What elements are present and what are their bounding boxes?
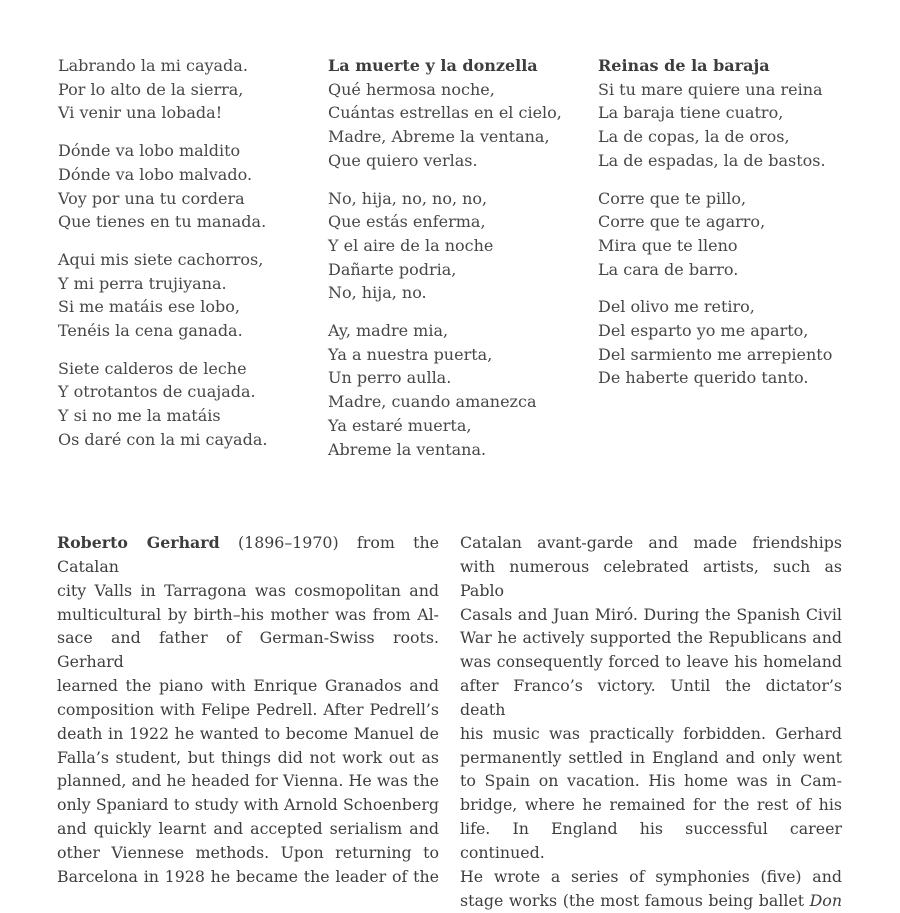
lyric-line: Que tienes en tu manada. [58,212,267,232]
lyric-line: Y el aire de la noche [328,235,494,255]
lyric-line: Que quiero verlas. [328,150,478,170]
lyric-line: La de copas, la de oros, [598,127,790,147]
bio-text: Barcelona in 1928 he became the leader of the [57,866,439,886]
bio-line [460,793,842,817]
bio-text: learned the piano with Enrique Granados and [57,676,439,696]
song-title: La muerte y la donzella [328,56,538,75]
lyric-line: Abreme la ventana. [328,439,487,459]
lyric-line: La cara de barro. [598,259,739,279]
song-column-3 [598,54,848,461]
song-title: Reinas de la baraja [598,56,770,75]
bio-text: (1896–1970) from the Catalan [57,533,440,576]
lyric-line: Dónde va lobo malvado. [58,164,253,184]
bio-text: Casals and Juan Miró. During the Spanish Civil [460,604,842,624]
stanza [328,319,578,461]
lyric-line: Del sarmiento me arrepiento [598,344,833,364]
bio-text: after Franco’s victory. Until the dictator’s death [460,676,842,719]
stanza [58,357,308,452]
bio-line [460,746,842,770]
lyric-line: Y otrotantos de cuajada. [58,382,256,402]
bio-text: city Valls in Tarragona was cosmopolitan and [57,580,439,600]
lyric-line: Que estás enferma, [328,212,486,232]
bio-text: multicultural by birth–his mother was from Al- [57,604,439,624]
bio-line [460,865,842,889]
lyric-line: La baraja tiene cuatro, [598,103,784,123]
bio-line [460,555,842,603]
lyric-line: Y mi perra trujiyana. [58,273,227,293]
bio-text: He wrote a series of symphonies (five) and [460,866,842,886]
stanza [328,54,578,173]
stanza [58,139,308,234]
lyric-line: Ya a nuestra puerta, [328,344,493,364]
bio-text: and quickly learnt and accepted serialism and [57,819,439,839]
bio-line [57,698,439,722]
bio-line [460,531,842,555]
bio-text: sace and father of German-Swiss roots. Gerhard [57,628,439,672]
bio-line [460,603,842,627]
lyric-line: Vi venir una lobada! [58,103,223,123]
bio-line [460,650,842,674]
bio-line [57,603,439,627]
lyric-line: Mira que te lleno [598,235,738,255]
bio-line [460,722,842,746]
lyric-line: Madre, Abreme la ventana, [328,127,550,147]
bio-text: War he actively supported the Republicans and [460,628,842,648]
stanza [598,54,848,173]
bio-line [460,674,842,722]
bio-line [57,865,439,889]
lyric-line: Corre que te pillo, [598,188,747,208]
lyric-line: Si me matáis ese lobo, [58,297,240,317]
bio-text: other Viennese methods. Upon returning to [57,842,439,862]
bio-line [57,674,439,698]
lyric-line: No, hija, no. [328,283,427,303]
lyric-line: Madre, cuando amanezca [328,392,537,412]
bio-line [460,769,842,793]
bio-line [460,889,842,913]
bio-text: Falla’s student, but things did not work out as [57,747,439,767]
bio-section [57,531,842,913]
lyric-line: Del esparto yo me aparto, [598,321,809,341]
bio-text: composition with Felipe Pedrell. After Pedrell’s [57,699,439,719]
lyric-line: Dónde va lobo maldito [58,141,241,161]
bio-line [57,746,439,770]
bio-text: was consequently forced to leave his homeland [460,652,842,672]
stanza [58,54,308,125]
bio-text: to Spain on vacation. His home was in Cam- [460,771,842,791]
bio-line [57,793,439,817]
stanza [58,248,308,343]
bio-line [57,626,439,674]
bio-text: only Spaniard to study with Arnold Schoenberg [57,795,439,815]
lyric-line: Labrando la mi cayada. [58,56,248,75]
bio-line [460,817,842,865]
lyric-line: Si tu mare quiere una reina [598,79,823,99]
lyric-line: No, hija, no, no, no, [328,188,488,208]
bio-text: Catalan avant-garde and made friendships [460,533,842,552]
lyric-line: Os daré con la mi cayada. [58,429,268,449]
bio-text: planned, and he headed for Vienna. He was the [57,771,439,791]
lyric-line: Qué hermosa noche, [328,79,495,99]
bio-text: death in 1922 he wanted to become Manuel de [57,723,439,743]
lyric-line: Y si no me la matáis [58,406,221,426]
bio-line [57,531,439,579]
lyric-line: Voy por una tu cordera [58,188,245,208]
lyric-line: Ya estaré muerta, [328,415,472,435]
bio-line [57,769,439,793]
lyric-line: La de espadas, la de bastos. [598,150,826,170]
bio-column-left [57,531,439,913]
bio-line [460,626,842,650]
lyric-line: Aqui mis siete cachorros, [58,249,264,269]
stanza [598,295,848,390]
song-column-2 [328,54,578,461]
bio-text: permanently settled in England and only went [460,747,842,767]
bio-line [57,841,439,865]
stanza [598,187,848,282]
bio-column-right [460,531,842,913]
stanza [328,187,578,306]
lyrics-section [58,54,848,461]
bio-line [57,579,439,603]
lyric-line: Siete calderos de leche [58,358,247,378]
bio-line [57,817,439,841]
bio-text: life. In England his successful career continued. [460,819,842,862]
lyric-line: Tenéis la cena ganada. [58,321,243,341]
lyric-line: Por lo alto de la sierra, [58,79,244,99]
song-column-1 [58,54,308,461]
lyric-line: De haberte querido tanto. [598,368,809,388]
bio-line [57,722,439,746]
lyric-line: Ay, madre mia, [328,321,449,341]
bio-text: bridge, where he remained for the rest of his [460,795,842,815]
bio-text: with numerous celebrated artists, such as Pablo [460,556,842,600]
lyric-line: Cuántas estrellas en el cielo, [328,103,562,123]
bio-italic-text: Don [809,890,842,910]
lyric-line: Un perro aulla. [328,368,452,388]
bio-text: stage works (the most famous being ballet [460,890,810,910]
lyric-line: Dañarte podria, [328,259,457,279]
bio-text: his music was practically forbidden. Gerhard [460,723,842,743]
lyric-line: Del olivo me retiro, [598,297,755,317]
lyric-line: Corre que te agarro, [598,212,766,232]
bio-bold-text: Roberto Gerhard [57,533,220,552]
